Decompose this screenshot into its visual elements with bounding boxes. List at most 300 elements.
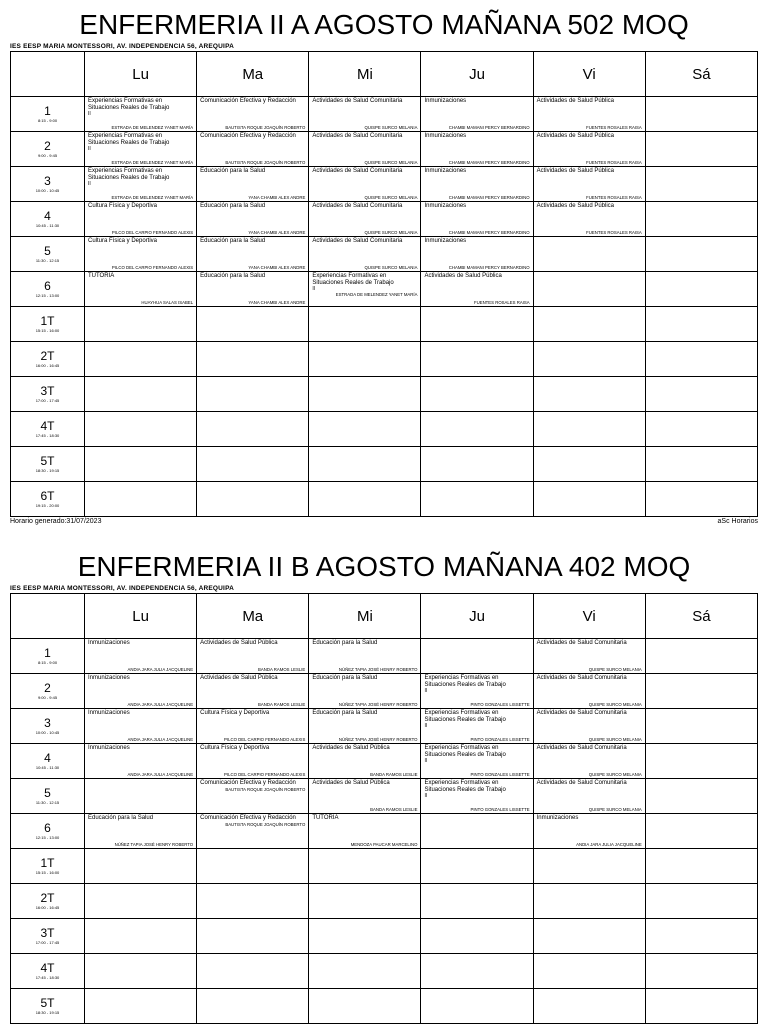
schedule-b <box>10 550 758 1024</box>
period-cell <box>11 412 85 447</box>
lesson <box>421 709 532 743</box>
lesson-cell <box>533 202 645 237</box>
lesson-subject: Experiencias Formativas en Situaciones Reales de Trabajo <box>424 745 506 758</box>
lesson <box>421 674 532 708</box>
lesson-teacher: QUISPE SURCO MELANIA <box>588 737 642 742</box>
day-header-row <box>11 52 758 97</box>
lesson-subject: Actividades de Salud Comunitaria <box>312 238 403 244</box>
period-cell <box>11 744 85 779</box>
lesson-subject: Inmunizaciones <box>424 133 467 139</box>
period-number: 5T <box>40 454 55 468</box>
period-row <box>11 849 758 884</box>
lesson <box>309 639 420 673</box>
period-cell <box>11 674 85 709</box>
lesson-subject: Comunicación Efectiva y Redacción <box>200 815 296 821</box>
empty-cell <box>85 342 197 377</box>
lesson-cell <box>533 132 645 167</box>
lesson-cell <box>85 709 197 744</box>
lesson-subject: Actividades de Salud Comunitaria <box>312 98 403 104</box>
lesson-teacher: ESTRADA DE MELENDEZ YANET MARÍA <box>111 125 194 130</box>
lesson <box>85 674 196 708</box>
period-row <box>11 709 758 744</box>
period-number: 2T <box>40 891 55 905</box>
empty-cell <box>645 167 757 202</box>
period-row <box>11 482 758 517</box>
empty-cell <box>85 849 197 884</box>
lesson <box>197 237 308 271</box>
footer <box>10 517 758 527</box>
period-cell <box>11 709 85 744</box>
lesson <box>309 167 420 201</box>
lesson <box>197 744 308 778</box>
lesson-cell <box>85 202 197 237</box>
empty-cell <box>309 482 421 517</box>
empty-cell <box>421 849 533 884</box>
lesson-cell <box>197 779 309 814</box>
period-number: 4 <box>44 751 51 765</box>
period-time: 15:15 - 16:00 <box>35 870 60 875</box>
lesson-cell <box>421 272 533 307</box>
empty-cell <box>645 849 757 884</box>
lesson-cell <box>421 237 533 272</box>
empty-cell <box>197 342 309 377</box>
lesson-teacher: PILCO DEL CARPIO FERNANDO ALEXIS <box>111 265 194 270</box>
empty-cell <box>533 342 645 377</box>
period-time: 10:00 - 10:45 <box>35 188 60 193</box>
schedule-subtitle: IES EESP MARIA MONTESSORI, AV. INDEPENDENCIA 56, AREQUIPA <box>10 585 235 592</box>
empty-cell <box>85 412 197 447</box>
empty-cell <box>197 919 309 954</box>
lesson-group: II <box>88 111 91 117</box>
period-time: 11:30 - 12:15 <box>35 800 60 805</box>
empty-cell <box>533 447 645 482</box>
lesson-cell <box>85 272 197 307</box>
empty-cell <box>533 482 645 517</box>
period-number: 2T <box>40 349 55 363</box>
period-cell <box>11 482 85 517</box>
lesson <box>85 272 196 306</box>
lesson <box>85 639 196 673</box>
lesson-subject: Inmunizaciones <box>88 640 130 646</box>
lesson-cell <box>421 779 533 814</box>
period-time: 9:00 - 9:45 <box>37 695 58 700</box>
period-cell <box>11 919 85 954</box>
lesson-cell <box>309 132 421 167</box>
lesson-cell <box>197 814 309 849</box>
lesson-subject: Experiencias Formativas en Situaciones Reales de Trabajo <box>424 675 506 688</box>
lesson <box>85 237 196 271</box>
period-row <box>11 744 758 779</box>
period-row <box>11 97 758 132</box>
empty-cell <box>533 954 645 989</box>
lesson-cell <box>533 639 645 674</box>
period-row <box>11 272 758 307</box>
empty-cell <box>421 919 533 954</box>
lesson-subject: Educación para la Salud <box>200 238 266 244</box>
lesson-subject: Educación para la Salud <box>312 710 378 716</box>
period-cell <box>11 814 85 849</box>
empty-cell <box>309 989 421 1024</box>
period-time: 17:45 - 18:30 <box>35 975 60 980</box>
lesson-subject: Experiencias Formativas en Situaciones Reales de Trabajo <box>88 98 170 111</box>
empty-cell <box>645 814 757 849</box>
lesson <box>421 132 532 166</box>
empty-cell <box>533 989 645 1024</box>
lesson-cell <box>197 674 309 709</box>
period-number: 3T <box>40 926 55 940</box>
day-header: Lu <box>85 594 197 639</box>
lesson <box>309 132 420 166</box>
lesson-subject: Comunicación Efectiva y Redacción <box>200 98 296 104</box>
lesson-teacher: NÚÑEZ TAPIA JOSÉ HENRY ROBERTO <box>338 702 418 707</box>
empty-cell <box>533 919 645 954</box>
period-number: 1 <box>44 646 51 660</box>
lesson <box>534 779 645 813</box>
lesson-teacher: BAUTISTA ROQUE JOAQUÍN ROBERTO <box>225 786 306 792</box>
lesson-teacher: NÚÑEZ TAPIA JOSÉ HENRY ROBERTO <box>338 737 418 742</box>
empty-cell <box>645 202 757 237</box>
lesson-subject: Inmunizaciones <box>536 815 579 821</box>
lesson-teacher: BAUTISTA ROQUE JOAQUÍN ROBERTO <box>225 125 306 130</box>
lesson <box>309 202 420 236</box>
lesson-cell <box>309 814 421 849</box>
empty-cell <box>645 447 757 482</box>
empty-cell <box>309 307 421 342</box>
lesson <box>421 744 532 778</box>
empty-cell <box>85 989 197 1024</box>
lesson-subject: Inmunizaciones <box>88 675 130 681</box>
empty-cell <box>85 954 197 989</box>
lesson-subject: Actividades de Salud Comunitaria <box>312 203 403 209</box>
timetable <box>10 51 758 517</box>
lesson-teacher: CHAMBI MAMANI PERCY BERNARDINO <box>448 125 530 130</box>
lesson-cell <box>421 674 533 709</box>
period-row <box>11 132 758 167</box>
period-cell <box>11 307 85 342</box>
lesson <box>309 674 420 708</box>
lesson-cell <box>85 814 197 849</box>
empty-cell <box>645 884 757 919</box>
period-time: 18:30 - 19:15 <box>35 1010 60 1015</box>
period-time: 8:15 - 9:00 <box>37 660 58 665</box>
empty-cell <box>197 849 309 884</box>
period-number: 6 <box>44 821 51 835</box>
lesson-group: II <box>424 688 428 694</box>
period-time: 9:00 - 9:45 <box>37 153 58 158</box>
empty-cell <box>533 884 645 919</box>
period-cell <box>11 447 85 482</box>
empty-cell <box>533 377 645 412</box>
lesson-teacher: PINTO GONZALES LISSETTE <box>470 702 530 707</box>
period-time: 16:00 - 16:45 <box>35 363 60 368</box>
period-row <box>11 342 758 377</box>
lesson-teacher: CHAMBI MAMANI PERCY BERNARDINO <box>448 160 530 165</box>
empty-cell <box>533 237 645 272</box>
lesson-subject: Experiencias Formativas en Situaciones Reales de Trabajo <box>424 710 506 723</box>
empty-cell <box>309 342 421 377</box>
lesson-teacher: PINTO GONZALES LISSETTE <box>470 772 530 777</box>
period-row <box>11 377 758 412</box>
period-time: 10:45 - 11:30 <box>35 765 60 770</box>
period-number: 1T <box>40 856 55 870</box>
lesson-teacher: ESTRADA DE MELENDEZ YANET MARÍA <box>111 160 194 165</box>
empty-cell <box>85 884 197 919</box>
lesson-cell <box>85 674 197 709</box>
lesson-cell <box>85 237 197 272</box>
day-header: Sá <box>645 52 757 97</box>
lesson <box>85 97 196 131</box>
lesson <box>85 814 196 848</box>
lesson <box>309 97 420 131</box>
day-header: Sá <box>645 594 757 639</box>
lesson-cell <box>533 674 645 709</box>
lesson-subject: Experiencias Formativas en Situaciones Reales de Trabajo <box>88 133 170 146</box>
lesson-teacher: ANDIA JARA JULIA JACQUELINE <box>127 737 194 742</box>
lesson-teacher: BANDA RAMOS LESLIE <box>370 807 418 812</box>
lesson-teacher: QUISPE SURCO MELANIA <box>588 702 642 707</box>
lesson-teacher: ANDIA JARA JULIA JACQUELINE <box>127 772 194 777</box>
empty-cell <box>85 919 197 954</box>
empty-cell <box>309 954 421 989</box>
lesson <box>421 202 532 236</box>
schedule-subtitle: IES EESP MARIA MONTESSORI, AV. INDEPENDENCIA 56, AREQUIPA <box>10 43 235 50</box>
lesson-teacher: FUENTES ROSALES RAISA <box>586 230 642 235</box>
lesson-teacher: QUISPE SURCO MELANIA <box>364 230 418 235</box>
period-cell <box>11 202 85 237</box>
empty-cell <box>645 377 757 412</box>
lesson-cell <box>533 97 645 132</box>
lesson-subject: Actividades de Salud Pública <box>536 133 615 139</box>
lesson-cell <box>197 237 309 272</box>
lesson-subject: Cultura Física y Deportiva <box>88 203 158 209</box>
lesson-subject: Experiencias Formativas en Situaciones Reales de Trabajo <box>88 168 170 181</box>
lesson <box>534 744 645 778</box>
lesson-teacher: CHAMBI MAMANI PERCY BERNARDINO <box>448 265 530 270</box>
lesson-cell <box>85 132 197 167</box>
day-header: Vi <box>533 594 645 639</box>
period-row <box>11 954 758 989</box>
period-number: 6T <box>40 489 55 503</box>
period-cell <box>11 954 85 989</box>
lesson <box>309 744 420 778</box>
lesson-teacher: PINTO GONZALES LISSETTE <box>470 737 530 742</box>
period-number: 4T <box>40 419 55 433</box>
period-number: 3 <box>44 174 51 188</box>
lesson-subject: Actividades de Salud Pública <box>536 203 615 209</box>
lesson <box>197 779 308 813</box>
empty-cell <box>645 132 757 167</box>
lesson-teacher: ANDIA JARA JULIA JACQUELINE <box>127 702 194 707</box>
period-time: 15:15 - 16:00 <box>35 328 60 333</box>
empty-cell <box>645 954 757 989</box>
empty-cell <box>421 412 533 447</box>
lesson <box>85 132 196 166</box>
lesson-cell <box>421 167 533 202</box>
period-cell <box>11 237 85 272</box>
lesson-teacher: ESTRADA DE MELENDEZ YANET MARÍA <box>111 195 194 200</box>
lesson-teacher: PINTO GONZALES LISSETTE <box>470 807 530 812</box>
lesson <box>534 132 645 166</box>
empty-cell <box>645 97 757 132</box>
lesson-subject: Actividades de Salud Pública <box>536 168 615 174</box>
period-number: 2 <box>44 139 51 153</box>
lesson <box>85 709 196 743</box>
lesson-subject: Actividades de Salud Comunitaria <box>536 710 627 716</box>
period-row <box>11 167 758 202</box>
lesson-group: II <box>88 181 91 187</box>
lesson-cell <box>197 272 309 307</box>
lesson-subject: Inmunizaciones <box>424 203 467 209</box>
lesson-teacher: BAUTISTA ROQUE JOAQUÍN ROBERTO <box>225 160 306 165</box>
schedule-title: ENFERMERIA II B AGOSTO MAÑANA 402 MOQ <box>77 551 691 582</box>
lesson <box>534 814 645 848</box>
empty-cell <box>645 674 757 709</box>
lesson-teacher: HUAYHUA SALAS ISABEL <box>141 300 194 305</box>
timetable-body <box>11 97 758 517</box>
empty-cell <box>309 447 421 482</box>
empty-cell <box>645 639 757 674</box>
lesson-teacher: FUENTES ROSALES RAISA <box>586 125 642 130</box>
period-time: 17:45 - 18:30 <box>35 433 60 438</box>
lesson <box>421 167 532 201</box>
lesson <box>534 97 645 131</box>
lesson-cell <box>309 744 421 779</box>
lesson-teacher: PILCO DEL CARPIO FERNANDO ALEXIS <box>111 230 194 235</box>
period-number: 1T <box>40 314 55 328</box>
lesson-cell <box>309 167 421 202</box>
lesson <box>197 639 308 673</box>
empty-cell <box>85 377 197 412</box>
lesson-subject: Educación para la Salud <box>312 675 378 681</box>
period-number: 5T <box>40 996 55 1010</box>
lesson-subject: TUTORIA <box>88 273 115 279</box>
corner-cell <box>11 52 85 97</box>
empty-cell <box>533 849 645 884</box>
lesson-cell <box>309 202 421 237</box>
lesson-subject: Inmunizaciones <box>88 710 130 716</box>
empty-cell <box>533 412 645 447</box>
day-header: Vi <box>533 52 645 97</box>
period-cell <box>11 849 85 884</box>
lesson <box>197 674 308 708</box>
period-number: 4 <box>44 209 51 223</box>
lesson-cell <box>421 132 533 167</box>
lesson-teacher: FUENTES ROSALES RAISA <box>586 195 642 200</box>
lesson <box>421 779 532 813</box>
lesson-subject: Comunicación Efectiva y Redacción <box>200 780 296 786</box>
lesson-teacher: QUISPE SURCO MELANIA <box>364 160 418 165</box>
lesson-teacher: QUISPE SURCO MELANIA <box>364 125 418 130</box>
empty-cell <box>309 412 421 447</box>
lesson-teacher: YANA CHAMBI ALEX ANDRE <box>248 300 306 305</box>
lesson-subject: Inmunizaciones <box>424 98 467 104</box>
period-number: 5 <box>44 786 51 800</box>
lesson-group: II <box>424 793 428 799</box>
lesson-cell <box>85 97 197 132</box>
empty-cell <box>645 412 757 447</box>
generator-credit: aSc Horarios <box>717 518 758 525</box>
empty-cell <box>197 447 309 482</box>
lesson-cell <box>309 237 421 272</box>
generated-date: Horario generado:31/07/2023 <box>10 518 102 525</box>
empty-cell <box>645 709 757 744</box>
period-number: 3 <box>44 716 51 730</box>
empty-cell <box>309 849 421 884</box>
lesson <box>309 272 420 306</box>
timetable <box>10 593 758 1024</box>
period-number: 2 <box>44 681 51 695</box>
empty-cell <box>645 272 757 307</box>
lesson-teacher: QUISPE SURCO MELANIA <box>364 195 418 200</box>
period-time: 10:00 - 10:45 <box>35 730 60 735</box>
period-cell <box>11 377 85 412</box>
lesson-subject: Actividades de Salud Pública <box>424 273 502 279</box>
lesson-teacher: YANA CHAMBI ALEX ANDRE <box>248 230 306 235</box>
period-time: 16:00 - 16:45 <box>35 905 60 910</box>
lesson-teacher: ANDIA JARA JULIA JACQUELINE <box>127 667 194 672</box>
period-row <box>11 237 758 272</box>
empty-cell <box>421 342 533 377</box>
period-number: 1 <box>44 104 51 118</box>
lesson-cell <box>197 744 309 779</box>
lesson <box>534 639 645 673</box>
lesson-cell <box>309 639 421 674</box>
lesson-subject: Cultura Física y Deportiva <box>200 745 270 751</box>
lesson-subject: Inmunizaciones <box>88 745 130 751</box>
period-time: 12:15 - 13:00 <box>35 835 60 840</box>
lesson-subject: Educación para la Salud <box>88 815 154 821</box>
lesson-teacher: QUISPE SURCO MELANIA <box>588 667 642 672</box>
lesson-subject: Actividades de Salud Pública <box>200 675 278 681</box>
lesson-cell <box>533 814 645 849</box>
empty-cell <box>645 237 757 272</box>
lesson <box>197 814 308 848</box>
lesson-cell <box>421 202 533 237</box>
schedule-title: ENFERMERIA II A AGOSTO MAÑANA 502 MOQ <box>79 9 689 40</box>
lesson-cell <box>421 97 533 132</box>
lesson-group: II <box>312 286 316 292</box>
lesson-subject: Educación para la Salud <box>200 273 266 279</box>
lesson <box>421 97 532 131</box>
lesson-teacher: ANDIA JARA JULIA JACQUELINE <box>576 842 642 847</box>
lesson-subject: Actividades de Salud Pública <box>312 780 390 786</box>
lesson-subject: Educación para la Salud <box>200 168 266 174</box>
period-number: 3T <box>40 384 55 398</box>
empty-cell <box>421 989 533 1024</box>
period-number: 5 <box>44 244 51 258</box>
lesson-cell <box>197 639 309 674</box>
lesson-subject: Educación para la Salud <box>312 640 378 646</box>
period-row <box>11 989 758 1024</box>
lesson <box>85 202 196 236</box>
lesson-teacher: CHAMBI MAMANI PERCY BERNARDINO <box>448 230 530 235</box>
lesson-teacher: BAUTISTA ROQUE JOAQUÍN ROBERTO <box>225 821 306 827</box>
lesson-teacher: YANA CHAMBI ALEX ANDRE <box>248 195 306 200</box>
lesson-subject: Inmunizaciones <box>424 238 467 244</box>
lesson-teacher: PILCO DEL CARPIO FERNANDO ALEXIS <box>224 772 306 777</box>
empty-cell <box>197 307 309 342</box>
day-header-row <box>11 594 758 639</box>
lesson-teacher: BANDA RAMOS LESLIE <box>258 667 306 672</box>
lesson-teacher: NÚÑEZ TAPIA JOSÉ HENRY ROBERTO <box>114 842 194 847</box>
period-time: 8:15 - 9:00 <box>37 118 58 123</box>
empty-cell <box>645 919 757 954</box>
day-header: Ju <box>421 594 533 639</box>
period-number: 6 <box>44 279 51 293</box>
empty-cell <box>645 779 757 814</box>
period-time: 17:00 - 17:45 <box>35 940 60 945</box>
lesson-subject: Experiencias Formativas en Situaciones Reales de Trabajo <box>424 780 506 793</box>
